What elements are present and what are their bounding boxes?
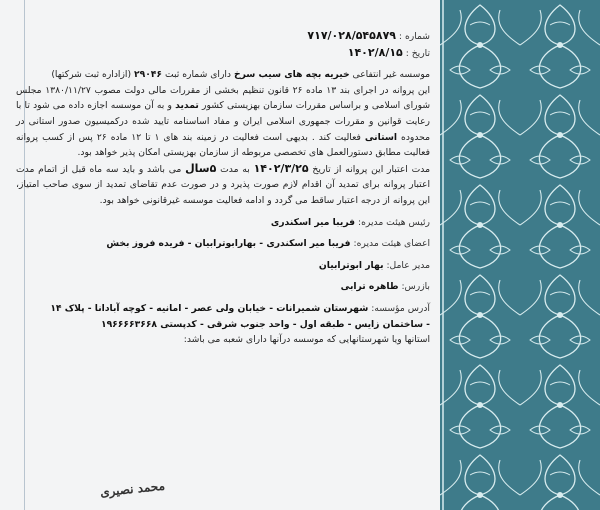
para2-c: می باشد و باید سه ماه قبل از اتمام مدت اعتبار پروانه برای تمدید آن اقدام لازم صورت پذیرد و در صورت عدم تقاضای تمدید از سوی صاحب امتیاز، این پروانه از درجه اعتبار ساقط می گردد و ادامه فعالیت موسسه غیرقانونی خواهد بود.: [16, 163, 430, 206]
org-name: خیریه بچه های سیب سرخ: [233, 69, 350, 81]
branches-row: [16, 332, 430, 348]
org-reg-text: دارای شماره ثبت: [164, 69, 232, 81]
start-date: ۱۴۰۲/۳/۲۵: [253, 161, 309, 175]
number-row: [16, 28, 430, 45]
org-prefix: موسسه غیر انتفاعی: [352, 69, 430, 81]
para2-a: مدت اعتبار این پروانه از تاریخ: [312, 163, 431, 175]
number-value: ۷۱۷/۰۲۸/۵۴۵۸۷۹: [307, 29, 396, 42]
para1-a: این پروانه در اجرای بند ۱۳ ماده ۲۶ قانون تنظیم بخشی از مقررات مالی دولت مصوب ۱۳۸۰/۱۱/۲۷ مجلس شورای اسلامی و براساس مقررات سازمان بهزیستی کشور: [16, 84, 431, 112]
para1-b: و به آن موسسه اجازه داده می شود تا با رعایت قوانین و مقررات جمهوری اسلامی ایران و مفاد اساسنامه تایید شده درکمیسیون صدور استانی در محدوده: [16, 100, 431, 143]
address-row-2: [16, 317, 430, 333]
board-members-row: [16, 236, 430, 252]
inspector-row: [16, 279, 430, 295]
board-chair-row: [16, 215, 430, 231]
scope-word: استانی: [364, 131, 398, 143]
renew-word: تمدید: [175, 100, 199, 112]
board-members-value: فریبا میر اسکندری - بهارابوترابیان - فریده فروز بخش: [106, 238, 351, 250]
branches-text: استانها ویا شهرستانهایی که موسسه درآنها دارای شعبه می باشد:: [183, 334, 430, 346]
inspector-label: بازرس:: [401, 281, 430, 293]
org-paragraph: [16, 67, 430, 83]
address-label: آدرس مؤسسه:: [371, 302, 430, 314]
signature: محمد نصیری: [99, 478, 166, 500]
board-chair-value: فریبا میر اسکندری: [270, 216, 356, 228]
validity-paragraph: [16, 161, 430, 209]
ceo-label: مدیر عامل:: [386, 259, 430, 271]
ornament-pattern-icon: [440, 0, 600, 510]
duration: ۵سال: [185, 161, 217, 175]
address-line2: - ساختمان زایس - طبقه اول - واحد جنوب شرقی - کدپستی ۱۹۶۶۶۶۳۶۶۸: [100, 318, 430, 330]
document-body: [16, 28, 430, 348]
date-value: ۱۴۰۲/۸/۱۵: [347, 45, 403, 59]
license-paragraph: [16, 83, 430, 161]
date-label: تاریخ :: [405, 47, 430, 59]
para1-c: فعالیت کند . بدیهی است فعالیت در زمینه بند های ۱ تا ۱۲ ماده ۲۶ پس از کسب پروانه فعالیت مطابق دستورالعمل های تخصصی مربوطه از سازمان بهزیستی امکان پذیر خواهد بود.: [16, 131, 430, 159]
address-row: [16, 301, 430, 317]
para2-b: به مدت: [220, 163, 250, 175]
inspector-value: طاهره ترابی: [340, 281, 399, 293]
ceo-row: [16, 258, 430, 274]
date-row: [16, 45, 430, 62]
board-chair-label: رئیس هیئت مدیره:: [357, 216, 430, 228]
address-line1: شهرستان شمیرانات - خیابان ولی عصر - امانیه - کوچه آبادانا - پلاک ۱۴: [50, 302, 369, 314]
org-reg-suffix: (ازاداره ثبت شرکتها): [51, 69, 132, 81]
board-members-label: اعضای هیئت مدیره:: [353, 238, 430, 250]
decorative-border-panel: [440, 0, 600, 510]
ceo-value: بهار ابوترابیان: [318, 259, 384, 271]
number-label: شماره :: [398, 31, 430, 42]
org-reg-no: ۲۹۰۴۶: [133, 69, 163, 81]
